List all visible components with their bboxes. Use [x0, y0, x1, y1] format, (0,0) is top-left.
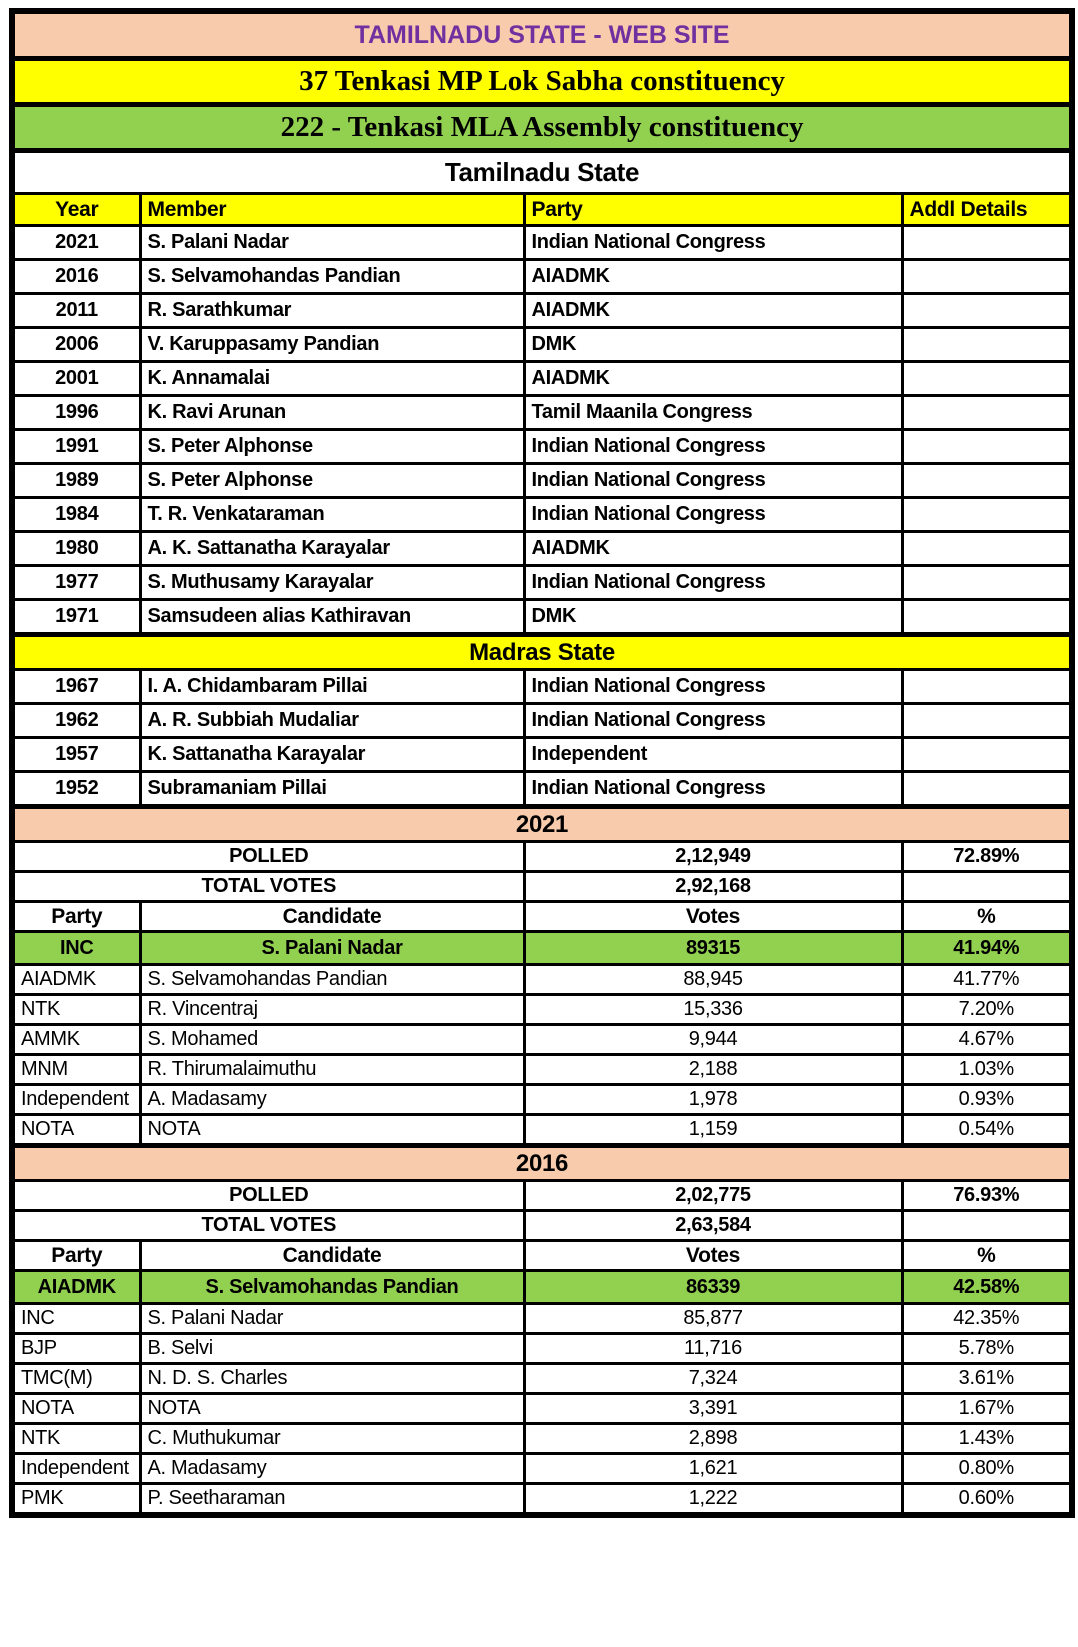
member-cell: Subramaniam Pillai [140, 772, 524, 807]
addl-cell [902, 498, 1072, 532]
party-cell: Independent [12, 1454, 140, 1484]
pct-cell: 7.20% [902, 995, 1072, 1025]
member-row [12, 430, 1072, 464]
members-header-row [12, 194, 1072, 226]
votes-cell: 7,324 [524, 1364, 902, 1394]
addl-cell [902, 670, 1072, 704]
member-cell: T. R. Venkataraman [140, 498, 524, 532]
pct-cell: 41.94% [902, 932, 1072, 965]
party-cell: NTK [12, 1424, 140, 1454]
member-row [12, 260, 1072, 294]
polled-row [12, 842, 1072, 872]
results-header-row [12, 902, 1072, 932]
constituency-sheet [9, 8, 1075, 1518]
pct-cell: 41.77% [902, 965, 1072, 995]
total-votes-row [12, 872, 1072, 902]
year-cell: 2001 [12, 362, 140, 396]
party-cell: Indian National Congress [524, 464, 902, 498]
polled-votes: 2,12,949 [524, 842, 902, 872]
year-cell: 2006 [12, 328, 140, 362]
mp-constituency-title: 37 Tenkasi MP Lok Sabha constituency [12, 59, 1072, 105]
member-row [12, 226, 1072, 260]
party-cell: Indian National Congress [524, 226, 902, 260]
addl-cell [902, 464, 1072, 498]
election-year-row [12, 807, 1072, 842]
party-cell: AIADMK [524, 532, 902, 566]
col-header-votes: Votes [524, 1241, 902, 1271]
election-year: 2016 [12, 1146, 1072, 1181]
pct-cell: 1.03% [902, 1055, 1072, 1085]
year-cell: 1996 [12, 396, 140, 430]
year-cell: 1957 [12, 738, 140, 772]
member-row [12, 294, 1072, 328]
year-cell: 1962 [12, 704, 140, 738]
col-header-candidate: Candidate [140, 902, 524, 932]
addl-cell [902, 704, 1072, 738]
member-row [12, 362, 1072, 396]
addl-cell [902, 430, 1072, 464]
total-votes-value: 2,92,168 [524, 872, 902, 902]
candidate-cell: N. D. S. Charles [140, 1364, 524, 1394]
polled-label: POLLED [12, 842, 524, 872]
result-row [12, 1334, 1072, 1364]
member-row [12, 670, 1072, 704]
candidate-cell: R. Vincentraj [140, 995, 524, 1025]
party-cell: BJP [12, 1334, 140, 1364]
candidate-cell: A. Madasamy [140, 1085, 524, 1115]
member-row [12, 772, 1072, 807]
site-title-row [12, 11, 1072, 59]
member-row [12, 704, 1072, 738]
member-cell: R. Sarathkumar [140, 294, 524, 328]
year-cell: 1967 [12, 670, 140, 704]
addl-cell [902, 532, 1072, 566]
results-header-row [12, 1241, 1072, 1271]
votes-cell: 3,391 [524, 1394, 902, 1424]
total-votes-pct [902, 1211, 1072, 1241]
mla-constituency-title: 222 - Tenkasi MLA Assembly constituency [12, 105, 1072, 151]
addl-cell [902, 294, 1072, 328]
party-cell: AIADMK [524, 362, 902, 396]
candidate-cell: B. Selvi [140, 1334, 524, 1364]
votes-cell: 86339 [524, 1271, 902, 1304]
total-votes-row [12, 1211, 1072, 1241]
year-cell: 1991 [12, 430, 140, 464]
pct-cell: 4.67% [902, 1025, 1072, 1055]
addl-cell [902, 600, 1072, 635]
year-cell: 1984 [12, 498, 140, 532]
party-cell: Indian National Congress [524, 498, 902, 532]
member-cell: K. Ravi Arunan [140, 396, 524, 430]
col-header-pct: % [902, 1241, 1072, 1271]
party-cell: DMK [524, 600, 902, 635]
party-cell: Indian National Congress [524, 704, 902, 738]
candidate-cell: S. Mohamed [140, 1025, 524, 1055]
year-cell: 1989 [12, 464, 140, 498]
candidate-cell: C. Muthukumar [140, 1424, 524, 1454]
result-row [12, 965, 1072, 995]
votes-cell: 2,898 [524, 1424, 902, 1454]
candidate-cell: NOTA [140, 1115, 524, 1146]
polled-pct: 76.93% [902, 1181, 1072, 1211]
candidate-cell: R. Thirumalaimuthu [140, 1055, 524, 1085]
year-cell: 2021 [12, 226, 140, 260]
candidate-cell: S. Palani Nadar [140, 1304, 524, 1334]
party-cell: PMK [12, 1484, 140, 1516]
votes-cell: 88,945 [524, 965, 902, 995]
addl-cell [902, 260, 1072, 294]
col-header-party: Party [12, 1241, 140, 1271]
votes-cell: 1,159 [524, 1115, 902, 1146]
member-cell: V. Karuppasamy Pandian [140, 328, 524, 362]
member-row [12, 738, 1072, 772]
pct-cell: 42.35% [902, 1304, 1072, 1334]
pct-cell: 42.58% [902, 1271, 1072, 1304]
member-row [12, 396, 1072, 430]
votes-cell: 11,716 [524, 1334, 902, 1364]
pct-cell: 1.67% [902, 1394, 1072, 1424]
site-title: TAMILNADU STATE - WEB SITE [12, 11, 1072, 59]
party-cell: AIADMK [12, 1271, 140, 1304]
polled-label: POLLED [12, 1181, 524, 1211]
party-cell: Independent [524, 738, 902, 772]
result-row [12, 1115, 1072, 1146]
year-cell: 1971 [12, 600, 140, 635]
pct-cell: 1.43% [902, 1424, 1072, 1454]
candidate-cell: P. Seetharaman [140, 1484, 524, 1516]
member-row [12, 600, 1072, 635]
result-row [12, 1085, 1072, 1115]
polled-votes: 2,02,775 [524, 1181, 902, 1211]
result-row [12, 1055, 1072, 1085]
votes-cell: 1,978 [524, 1085, 902, 1115]
party-cell: Tamil Maanila Congress [524, 396, 902, 430]
mp-constituency-row [12, 59, 1072, 105]
polled-row [12, 1181, 1072, 1211]
addl-cell [902, 738, 1072, 772]
madras-section-row [12, 635, 1072, 670]
result-row [12, 995, 1072, 1025]
col-header-member: Member [140, 194, 524, 226]
party-cell: DMK [524, 328, 902, 362]
votes-cell: 85,877 [524, 1304, 902, 1334]
year-cell: 2011 [12, 294, 140, 328]
member-cell: S. Palani Nadar [140, 226, 524, 260]
votes-cell: 9,944 [524, 1025, 902, 1055]
polled-pct: 72.89% [902, 842, 1072, 872]
state-section-row [12, 151, 1072, 194]
election-year: 2021 [12, 807, 1072, 842]
member-cell: K. Sattanatha Karayalar [140, 738, 524, 772]
result-row [12, 1484, 1072, 1516]
member-cell: S. Peter Alphonse [140, 430, 524, 464]
party-cell: AIADMK [524, 260, 902, 294]
col-header-votes: Votes [524, 902, 902, 932]
party-cell: MNM [12, 1055, 140, 1085]
addl-cell [902, 362, 1072, 396]
total-votes-value: 2,63,584 [524, 1211, 902, 1241]
party-cell: TMC(M) [12, 1364, 140, 1394]
result-row [12, 1424, 1072, 1454]
member-cell: S. Peter Alphonse [140, 464, 524, 498]
member-cell: K. Annamalai [140, 362, 524, 396]
member-cell: A. R. Subbiah Mudaliar [140, 704, 524, 738]
col-header-pct: % [902, 902, 1072, 932]
pct-cell: 0.54% [902, 1115, 1072, 1146]
addl-cell [902, 566, 1072, 600]
member-cell: I. A. Chidambaram Pillai [140, 670, 524, 704]
party-cell: NOTA [12, 1394, 140, 1424]
total-votes-pct [902, 872, 1072, 902]
candidate-cell: NOTA [140, 1394, 524, 1424]
winner-result-row [12, 1271, 1072, 1304]
member-cell: Samsudeen alias Kathiravan [140, 600, 524, 635]
total-votes-label: TOTAL VOTES [12, 872, 524, 902]
pct-cell: 0.60% [902, 1484, 1072, 1516]
votes-cell: 1,222 [524, 1484, 902, 1516]
votes-cell: 15,336 [524, 995, 902, 1025]
result-row [12, 1394, 1072, 1424]
pct-cell: 0.80% [902, 1454, 1072, 1484]
result-row [12, 1364, 1072, 1394]
party-cell: NTK [12, 995, 140, 1025]
election-year-row [12, 1146, 1072, 1181]
party-cell: Independent [12, 1085, 140, 1115]
member-row [12, 328, 1072, 362]
addl-cell [902, 328, 1072, 362]
member-cell: A. K. Sattanatha Karayalar [140, 532, 524, 566]
party-cell: INC [12, 932, 140, 965]
party-cell: NOTA [12, 1115, 140, 1146]
candidate-cell: S. Selvamohandas Pandian [140, 1271, 524, 1304]
result-row [12, 1454, 1072, 1484]
member-cell: S. Muthusamy Karayalar [140, 566, 524, 600]
mla-constituency-row [12, 105, 1072, 151]
year-cell: 2016 [12, 260, 140, 294]
party-cell: Indian National Congress [524, 566, 902, 600]
year-cell: 1977 [12, 566, 140, 600]
member-row [12, 532, 1072, 566]
candidate-cell: A. Madasamy [140, 1454, 524, 1484]
party-cell: Indian National Congress [524, 670, 902, 704]
addl-cell [902, 772, 1072, 807]
candidate-cell: S. Palani Nadar [140, 932, 524, 965]
col-header-party: Party [524, 194, 902, 226]
member-cell: S. Selvamohandas Pandian [140, 260, 524, 294]
addl-cell [902, 226, 1072, 260]
col-header-candidate: Candidate [140, 1241, 524, 1271]
votes-cell: 1,621 [524, 1454, 902, 1484]
col-header-year: Year [12, 194, 140, 226]
year-cell: 1952 [12, 772, 140, 807]
pct-cell: 3.61% [902, 1364, 1072, 1394]
party-cell: Indian National Congress [524, 430, 902, 464]
madras-section-title: Madras State [12, 635, 1072, 670]
addl-cell [902, 396, 1072, 430]
member-row [12, 566, 1072, 600]
member-row [12, 498, 1072, 532]
year-cell: 1980 [12, 532, 140, 566]
result-row [12, 1025, 1072, 1055]
party-cell: Indian National Congress [524, 772, 902, 807]
candidate-cell: S. Selvamohandas Pandian [140, 965, 524, 995]
pct-cell: 5.78% [902, 1334, 1072, 1364]
state-section-title: Tamilnadu State [12, 151, 1072, 194]
pct-cell: 0.93% [902, 1085, 1072, 1115]
party-cell: AIADMK [524, 294, 902, 328]
votes-cell: 2,188 [524, 1055, 902, 1085]
party-cell: AIADMK [12, 965, 140, 995]
col-header-party: Party [12, 902, 140, 932]
result-row [12, 1304, 1072, 1334]
party-cell: AMMK [12, 1025, 140, 1055]
total-votes-label: TOTAL VOTES [12, 1211, 524, 1241]
member-row [12, 464, 1072, 498]
party-cell: INC [12, 1304, 140, 1334]
col-header-addl: Addl Details [902, 194, 1072, 226]
votes-cell: 89315 [524, 932, 902, 965]
winner-result-row [12, 932, 1072, 965]
